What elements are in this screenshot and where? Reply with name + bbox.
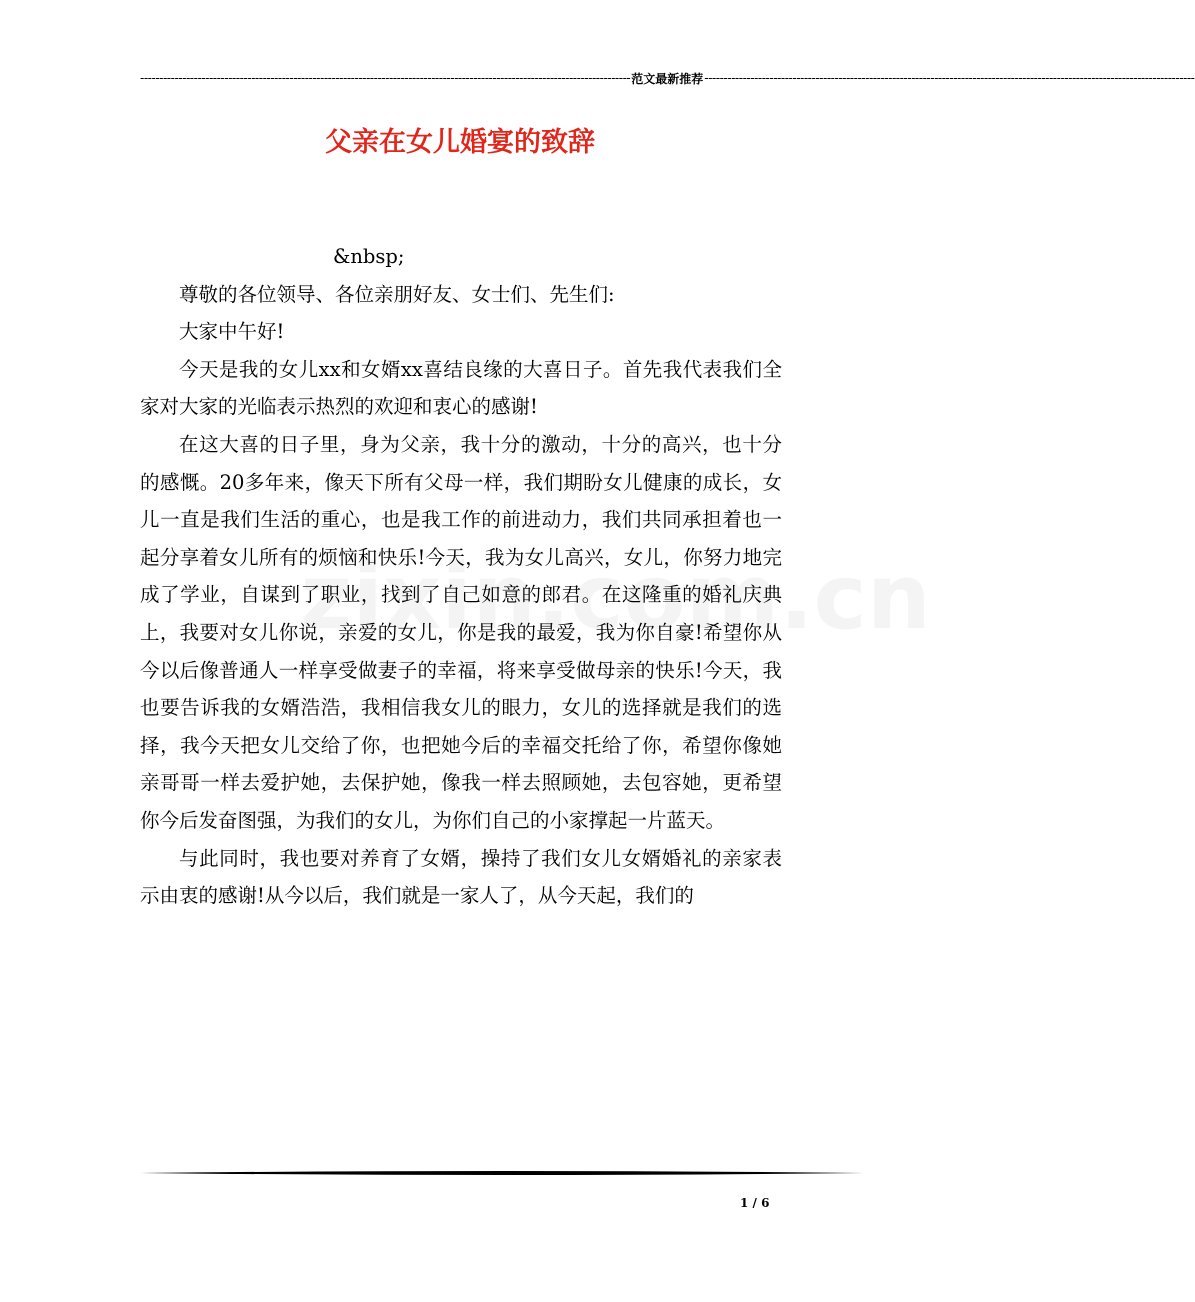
header-dashes-left: -------------------------------------------------------------------------------------------------------------------------------- [140,71,631,85]
body-paragraph: 今天是我的女儿xx和女婿xx喜结良缘的大喜日子。首先我代表我们全家对大家的光临表示热烈的欢迎和衷心的感谢! [140,357,782,419]
body-paragraph-greeting: 大家中午好! [179,320,285,344]
footer-divider [140,1170,864,1176]
page-number: 1 / 6 [740,1196,770,1210]
page-header [140,68,1195,88]
body-paragraph-nbsp: &nbsp; [333,245,405,268]
header-dashes-right: -------------------------------------------------------------------------------------------------------------------------------- [704,71,1195,85]
document-body [140,238,782,915]
document-title: 父亲在女儿婚宴的致辞 [325,127,595,158]
body-paragraph: 与此同时，我也要对养育了女婿，操持了我们女儿女婿婚礼的亲家表示由衷的感谢!从今以后，我们就是一家人了，从今天起，我们的 [140,846,782,908]
body-paragraph: 在这大喜的日子里，身为父亲，我十分的激动，十分的高兴，也十分的感慨。20多年来，像天下所有父母一样，我们期盼女儿健康的成长，女儿一直是我们生活的重心，也是我工作的前进动力，我们共同承担着也一起分享着女儿所有的烦恼和快乐!今天，我为女儿高兴，女儿，你努力地完成了学业，自谋到了职业，找到了自己如意的郎君。在这隆重的婚礼庆典上，我要对女儿你说，亲爱的女儿，你是我的最爱，我为你自豪!希望你从今以后像普通人一样享受做妻子的幸福，将来享受做母亲的快乐!今天，我也要告诉我的女婿浩浩，我相信我女儿的眼力，女儿的选择就是我们的选择，我今天把女儿交给了你，也把她今后的幸福交托给了你，希望你像她亲哥哥一样去爱护她，去保护她，像我一样去照顾她，去包容她，更希望你今后发奋图强，为我们的女儿，为你们自己的小家撑起一片蓝天。 [140,432,782,832]
header-label: 范文最新推荐 [631,71,704,86]
body-paragraph-salutation: 尊敬的各位领导、各位亲朋好友、女士们、先生们: [179,282,615,306]
